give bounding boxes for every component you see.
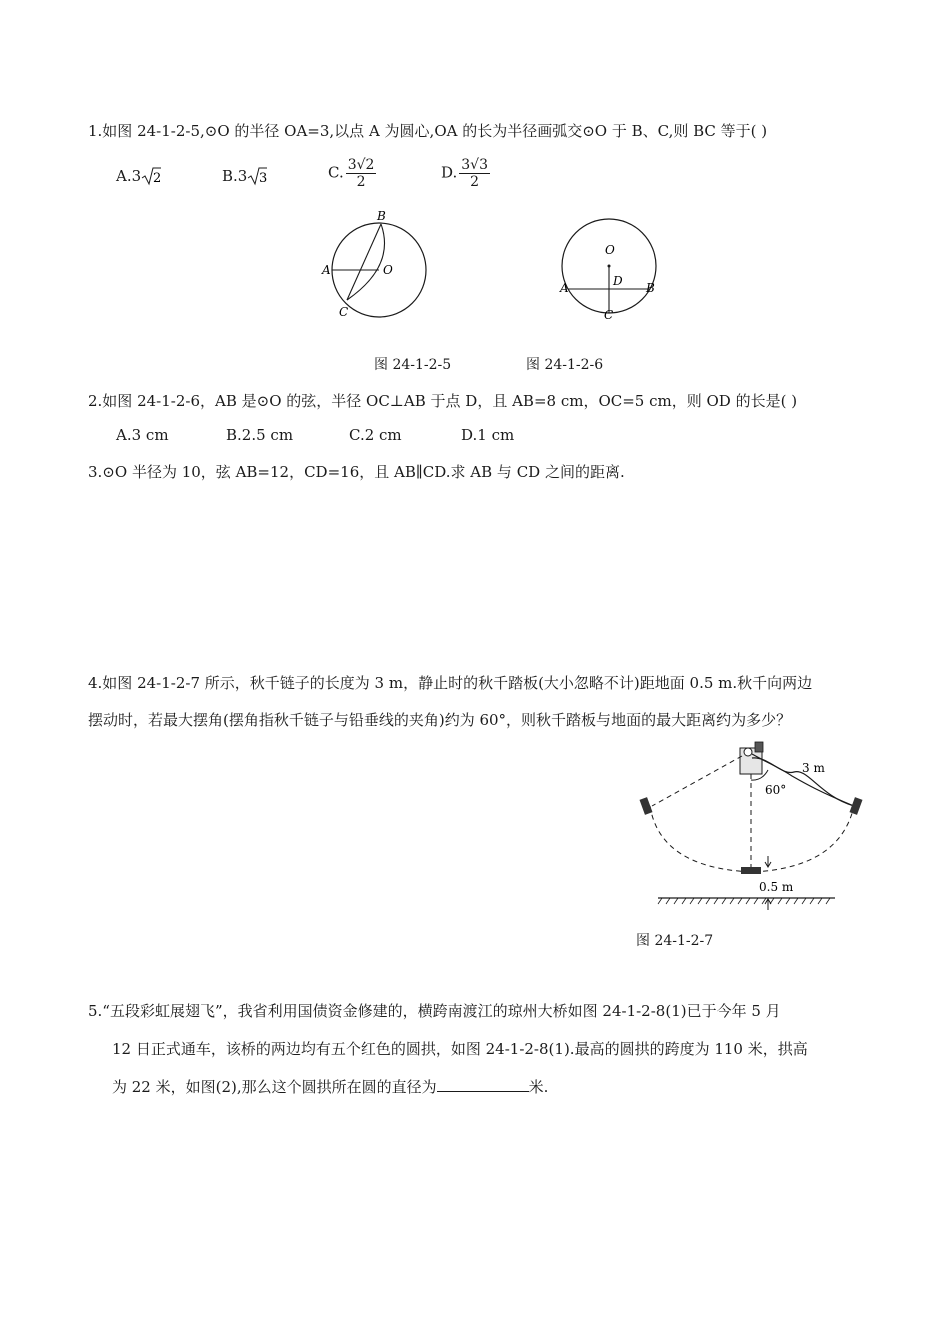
figure-24-1-2-5-caption: 图 24-1-2-5 <box>374 357 452 373</box>
q2-option-b: B.2.5 cm <box>226 426 294 444</box>
q1-option-d-denominator: 2 <box>470 174 480 190</box>
fig5-label-a: A <box>322 263 331 277</box>
figure-24-1-2-7 <box>630 738 870 913</box>
q2-option-c: C.2 cm <box>349 426 402 444</box>
fig7-label-length: 3 m <box>802 761 825 775</box>
figure-24-1-2-5 <box>318 208 438 323</box>
question-5-line-3-before: 为 22 米，如图(2),那么这个圆拱所在圆的直径为 <box>112 1078 437 1096</box>
fig7-seat-bottom <box>741 867 761 874</box>
question-3-text: 3.⊙O 半径为 10，弦 AB=12，CD=16，且 AB∥CD.求 AB 与 CD 之间的距离. <box>88 463 625 481</box>
figure-24-1-2-6 <box>554 208 666 323</box>
sqrt-icon <box>141 166 161 186</box>
q1-option-d-fraction <box>459 157 490 190</box>
fig7-seat-left <box>640 797 653 815</box>
q1-option-a-radicand: 2 <box>153 171 162 186</box>
fig7-seat-right <box>850 797 863 815</box>
fig6-label-c: C <box>604 308 614 322</box>
fig5-chord-bc <box>347 224 381 300</box>
question-5-line-2: 12 日正式通车，该桥的两边均有五个红色的圆拱，如图 24-1-2-8(1).最高的圆拱的跨度为 110 米，拱高 <box>112 1040 808 1058</box>
q1-option-c-denominator: 2 <box>356 174 366 190</box>
fig7-label-height: 0.5 m <box>759 880 794 894</box>
q1-option-a <box>116 166 161 186</box>
fig5-label-c: C <box>339 305 349 319</box>
answer-blank[interactable] <box>437 1077 529 1092</box>
q1-option-c-numerator: 3√2 <box>347 157 375 173</box>
fig7-swing-arc <box>650 806 854 872</box>
question-2-text: 2.如图 24-1-2-6，AB 是⊙O 的弦，半径 OC⊥AB 于点 D，且 AB=8 cm，OC=5 cm，则 OD 的长是( ) <box>88 392 798 410</box>
question-5-line-1: 5.“五段彩虹展翅飞”，我省利用国债资金修建的，横跨南渡江的琼州大桥如图 24-1-2-8(1)已于今年 5 月 <box>88 1002 781 1020</box>
fig6-label-o: O <box>605 243 615 257</box>
fig7-ground-hatch <box>658 898 830 904</box>
fig6-label-d: D <box>613 274 623 288</box>
q1-option-b <box>222 166 267 186</box>
question-5-line-3-after: 米. <box>528 1078 549 1096</box>
q1-option-a-prefix: A.3 <box>116 167 142 185</box>
fig7-pivot-ring <box>744 748 752 756</box>
figure-24-1-2-6-caption: 图 24-1-2-6 <box>526 357 604 373</box>
q1-option-c-prefix: C. <box>328 163 344 182</box>
q2-option-a: A.3 cm <box>116 426 169 444</box>
question-1-text: 1.如图 24-1-2-5,⊙O 的半径 OA=3,以点 A 为圆心,OA 的长为半径画弧交⊙O 于 B、C,则 BC 等于( ) <box>88 122 768 140</box>
question-4-line-1: 4.如图 24-1-2-7 所示，秋千链子的长度为 3 m，静止时的秋千踏板(大小忽略不计)距地面 0.5 m.秋千向两边 <box>88 674 813 692</box>
fig6-center-dot <box>608 265 611 268</box>
sqrt-icon <box>247 166 267 186</box>
q1-option-d-prefix: D. <box>441 163 458 182</box>
fig7-left-chain <box>652 756 742 806</box>
fig5-label-o: O <box>383 263 393 277</box>
question-4-line-2: 摆动时，若最大摆角(摆角指秋千链子与铅垂线的夹角)约为 60°，则秋千踏板与地面的最大距离约为多少？ <box>88 711 792 729</box>
question-5-line-3 <box>112 1077 548 1097</box>
figure-24-1-2-7-caption: 图 24-1-2-7 <box>636 933 714 949</box>
q1-option-c-fraction <box>346 157 377 190</box>
fig6-label-a: A <box>560 281 569 295</box>
fig6-label-b: B <box>646 281 655 295</box>
fig7-label-angle: 60° <box>765 783 787 797</box>
q1-option-b-radicand: 3 <box>259 171 268 186</box>
q1-option-b-prefix: B.3 <box>222 167 248 185</box>
fig7-pivot-cap <box>755 742 763 752</box>
q1-option-d <box>441 157 490 190</box>
q1-option-c <box>328 157 376 190</box>
q1-option-d-numerator: 3√3 <box>461 157 489 173</box>
q2-option-d: D.1 cm <box>461 426 515 444</box>
fig5-label-b: B <box>377 209 386 223</box>
